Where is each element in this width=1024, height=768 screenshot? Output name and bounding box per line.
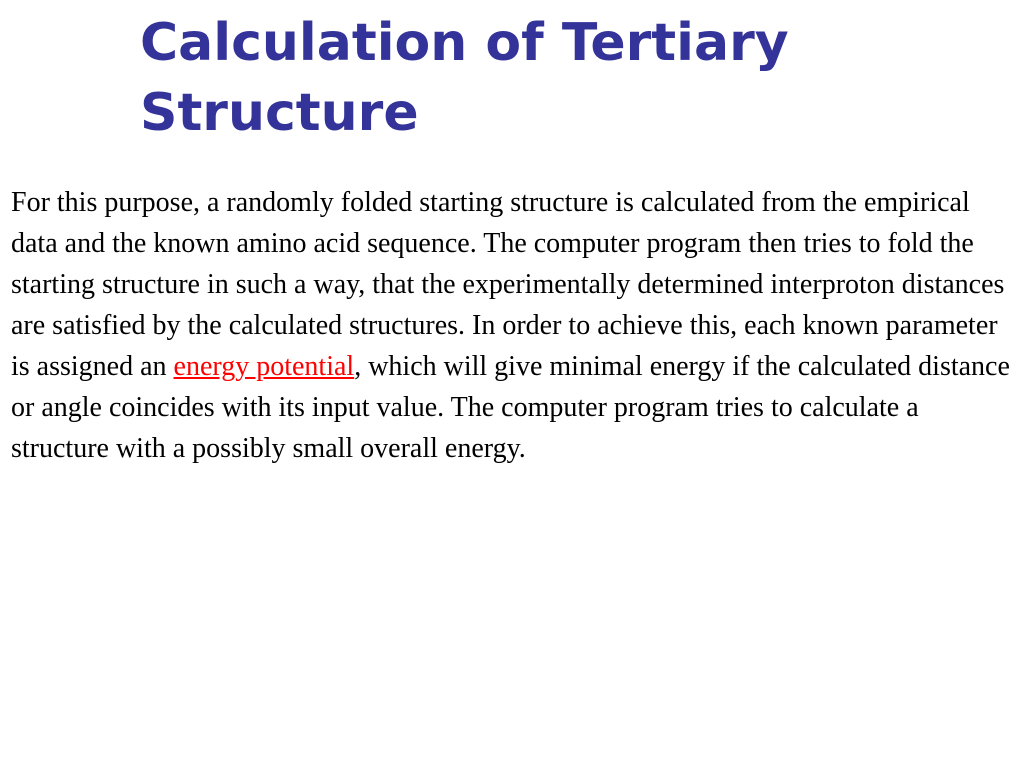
body-text-before-link: For this purpose, a randomly folded starting structure is calculated from the empirical data and the known amino acid sequence. The computer program then tries to fold the starting structure in such a way, that the experimentally determined interproton distances are satisfied by the calculated structures. In order to achieve this, each known parameter is assigned an: [11, 187, 1005, 382]
energy-potential-link[interactable]: energy potential: [173, 351, 355, 382]
body-text-after-link: , which will give minimal energy if the calculated distance or angle coincides with its input value. The computer program tries to calculate a structure with a possibly small overall energy.: [11, 351, 1010, 464]
slide-title: Calculation of Tertiary Structure: [140, 13, 789, 143]
slide-body-text: [11, 182, 1016, 469]
